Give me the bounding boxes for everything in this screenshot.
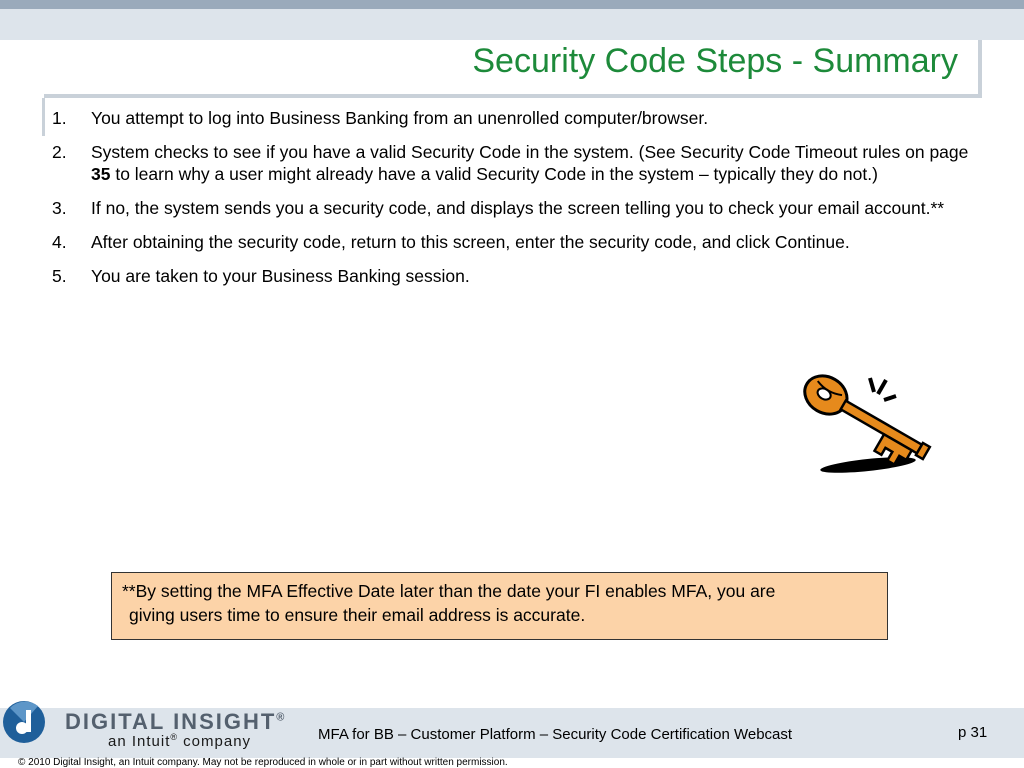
step-item [52,231,972,253]
page-number: p 31 [958,724,988,741]
note-box [111,572,888,640]
note-line: giving users time to ensure their email address is accurate. [129,605,586,625]
copyright-notice: © 2010 Digital Insight, an Intuit company. May not be reproduced in whole or in part without written permission. [18,757,508,768]
step-number: 3. [52,198,67,218]
footer-title: MFA for BB – Customer Platform – Security Code Certification Webcast [318,726,793,743]
step-text: After obtaining the security code, return to this screen, enter the security code, and click Continue. [91,232,850,252]
step-text: System checks to see if you have a valid Security Code in the system. (See Security Code Timeout rules on page 35 to learn why a user might already have a valid Security Code in the system – typically they do not.) [91,142,969,184]
logo-icon [2,700,46,744]
page-reference: 35 [91,164,111,184]
logo-tagline: an Intuit® company [108,732,252,750]
slide-title: Security Code Steps - Summary [472,42,958,80]
header-band [0,9,1024,40]
top-band [0,0,1024,9]
step-number: 4. [52,232,67,252]
step-item [52,265,972,287]
step-item [52,197,972,219]
step-number: 5. [52,266,67,286]
step-item [52,107,972,129]
step-number: 2. [52,142,67,162]
step-text: You attempt to log into Business Banking from an unenrolled computer/browser. [91,108,709,128]
step-text: If no, the system sends you a security code, and displays the screen telling you to check your email account.** [91,198,945,218]
logo-wordmark: DIGITAL INSIGHT® [65,709,287,734]
steps-list [52,107,972,299]
step-item [52,141,972,185]
content-frame-edge [42,98,45,136]
step-text: You are taken to your Business Banking session. [91,266,470,286]
key-icon [798,372,944,478]
step-number: 1. [52,108,67,128]
note-line: **By setting the MFA Effective Date later than the date your FI enables MFA, you are [122,581,776,601]
